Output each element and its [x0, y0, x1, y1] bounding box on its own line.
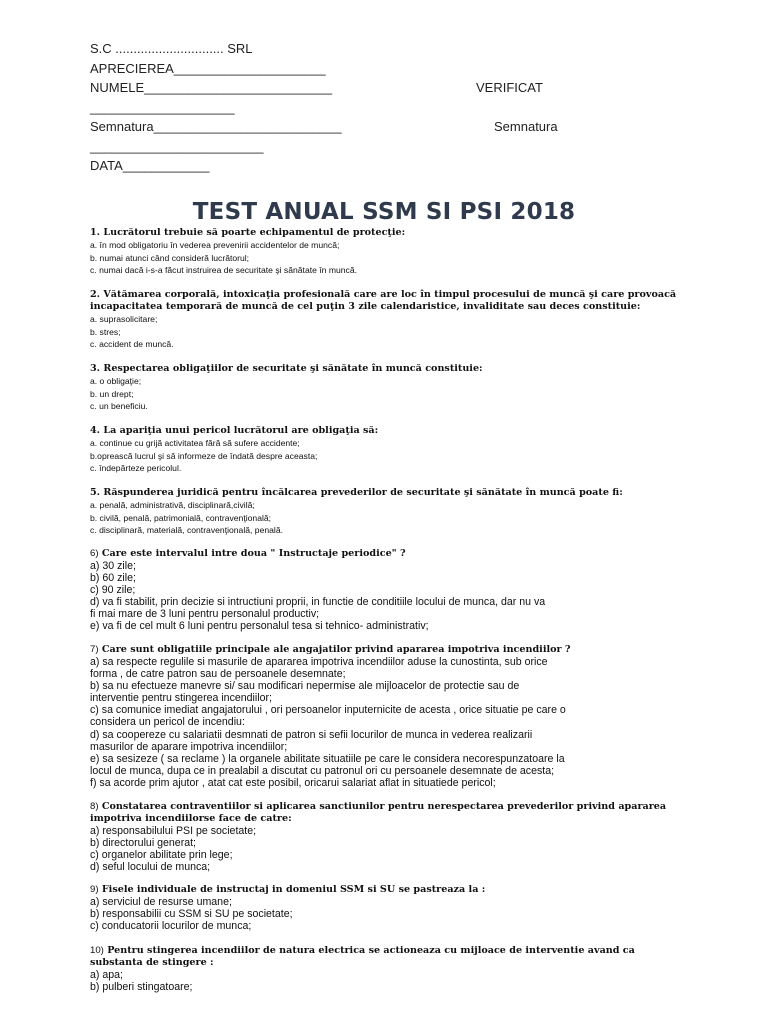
question-title: 3. Respectarea obligaţiilor de securitate şi sănătate în muncă constituie: — [90, 363, 483, 374]
answer-option: a) 30 zile; — [90, 560, 136, 572]
question-5 — [90, 487, 690, 537]
answer-option: interventie pentru stingerea incendiilor; — [90, 692, 272, 705]
answer-option: b) 60 zile; — [90, 572, 136, 585]
answer-option: forma , de catre patron sau de persoanele desemnate; — [90, 668, 346, 681]
answer-option: c) conducatorii locurilor de munca; — [90, 920, 252, 933]
answer-option: e) va fi de cel mult 6 luni pentru personalul tesa si tehnico- administrativ; — [90, 620, 429, 633]
answer-option: c) organelor abilitate prin lege; — [90, 849, 233, 862]
question-title — [90, 884, 690, 896]
answer-option: c) 90 zile; — [90, 584, 136, 597]
question-title: 5. Răspunderea juridică pentru încălcarea prevederilor de securitate şi sănătate în muncă poate fi: — [90, 487, 623, 498]
answer-option: a. continue cu grijă activitatea fără să sufere accidente; — [90, 438, 300, 448]
answer-option: f) sa acorde prim ajutor , atat cat este posibil, oricarui salariat aflat in situatiede pericol; — [90, 776, 496, 789]
question-text: Care este intervalul intre doua " Instructaje periodice" ? — [101, 548, 406, 559]
name-field: NUMELE__________________________ — [90, 80, 333, 95]
question-title: incapacitatea temporară de muncă de cel puţin 3 zile calendaristice, invaliditate sau deces constituie: — [90, 301, 641, 312]
answer-option: d) va fi stabilit, prin decizie si intructiuni proprii, in functie de conditiile locului de munca, dar nu va — [90, 596, 546, 609]
answer-option: c) sa comunice imediat angajatorului , ori persoanelor inputernicite de acesta , orice situatie pe care o — [90, 704, 566, 717]
question-text: Constatarea contraventiilor si aplicarea sanctiunilor pentru nerespectarea prevederilor privind apararea — [101, 801, 667, 812]
question-title — [90, 945, 690, 957]
answer-option: a. penală, administrativă, disciplinară,civilă; — [90, 500, 255, 510]
question-4 — [90, 425, 690, 475]
answer-option: b) sa nu efectueze manevre si/ sau modificari nepermise ale mijloacelor de protectie sau de — [90, 680, 520, 693]
signature-right-label: Semnatura — [494, 119, 558, 134]
answer-option: c. numai dacă i-s-a făcut instruirea de securitate şi sănătate în muncă. — [90, 265, 358, 276]
answer-option: masurilor de aparare impotriva incendiilor; — [90, 740, 288, 753]
question-title: substanta de stingere : — [90, 957, 214, 968]
answer-option: b. stres; — [90, 326, 121, 337]
answer-option: a. în mod obligatoriu în vederea prevenirii accidentelor de muncă; — [90, 240, 340, 250]
question-text: Pentru stingerea incendiilor de natura electrica se actioneaza cu mijloace de interventie avand ca — [107, 945, 635, 956]
question-title: impotriva incendiilorse face de catre: — [90, 813, 292, 824]
answer-option: e) sa sesizeze ( sa reclame ) la organele abilitate situatiile pe care le considera necorespunzatoare la — [90, 752, 565, 765]
question-number: 8) — [90, 801, 99, 812]
question-2 — [90, 289, 690, 351]
question-number: 7) — [90, 644, 99, 655]
answer-option: b. numai atunci când consideră lucrătorul; — [90, 252, 250, 263]
answer-option: c. un beneficiu. — [90, 401, 148, 412]
question-9 — [90, 884, 690, 932]
answer-option: c. accident de muncă. — [90, 339, 174, 350]
answer-option: d) seful locului de munca; — [90, 861, 211, 874]
question-7 — [90, 644, 690, 789]
answer-option: b) pulberi stingatoare; — [90, 981, 193, 994]
answer-option: a) responsabilului PSI pe societate; — [90, 825, 257, 837]
answer-option: a) serviciul de resurse umane; — [90, 896, 232, 908]
page-title: TEST ANUAL SSM SI PSI 2018 — [192, 199, 576, 225]
answer-option: considera un pericol de incendiu: — [90, 716, 245, 729]
verified-label: VERIFICAT — [476, 80, 543, 95]
answer-option: c. îndepărteze pericolul. — [90, 463, 182, 474]
question-number: 10) — [90, 945, 104, 956]
answer-option: b.oprească lucrul şi să informeze de îndată despre aceasta; — [90, 450, 318, 461]
answer-option: a) apa; — [90, 969, 123, 981]
question-title — [90, 644, 690, 656]
answer-option: b) responsabilii cu SSM si SU pe societate; — [90, 908, 293, 921]
answer-option: fi mai mare de 3 luni pentru personalul productiv; — [90, 608, 320, 621]
question-1 — [90, 227, 690, 277]
answer-option: locul de munca, dupa ce in prealabil a discutat cu patronul ori cu persoanele desemnate de acesta; — [90, 764, 555, 777]
verified-line: ____________________ — [90, 100, 235, 115]
company-field: S.C .............................. SRL — [90, 41, 253, 56]
question-3 — [90, 363, 690, 413]
question-8 — [90, 801, 690, 873]
question-text: Fisele individuale de instructaj in domeniul SSM si SU se pastreaza la : — [101, 884, 486, 895]
question-title — [90, 548, 690, 560]
appreciation-field: APRECIEREA_____________________ — [90, 61, 326, 76]
question-title: 4. La apariţia unui pericol lucrătorul are obligaţia să: — [90, 425, 379, 436]
answer-option: a) sa respecte regulile si masurile de apararea impotriva incendiilor aduse la cunostinta, sub orice — [90, 656, 548, 668]
question-title — [90, 801, 690, 813]
question-text: Care sunt obligatiile principale ale angajatilor privind apararea impotriva incendiilor ? — [101, 644, 571, 655]
date-field: DATA____________ — [90, 158, 210, 173]
question-title: 1. Lucrătorul trebuie să poarte echipamentul de protecţie: — [90, 227, 406, 238]
answer-option: b. un drept; — [90, 388, 134, 399]
question-6 — [90, 548, 690, 633]
answer-option: c. disciplinară, materială, contravenţională, penală. — [90, 525, 283, 536]
answer-option: b. civilă, penală, patrimonială, contravenţională; — [90, 512, 272, 523]
answer-option: a. suprasolicitare; — [90, 314, 158, 324]
question-number: 6) — [90, 548, 99, 559]
question-10 — [90, 945, 690, 993]
question-title: 2. Vătămarea corporală, intoxicaţia profesională care are loc în timpul procesului de muncă şi care provoacă — [90, 289, 677, 300]
answer-option: b) directorului generat; — [90, 837, 196, 850]
answer-option: a. o obligaţie; — [90, 376, 142, 386]
signature-left-field: Semnatura__________________________ — [90, 119, 342, 134]
answer-option: d) sa coopereze cu salariatii desmnati de patron si sefii locurilor de munca in vederea realizarii — [90, 728, 533, 741]
question-number: 9) — [90, 884, 99, 895]
signature-line: ________________________ — [90, 139, 264, 154]
